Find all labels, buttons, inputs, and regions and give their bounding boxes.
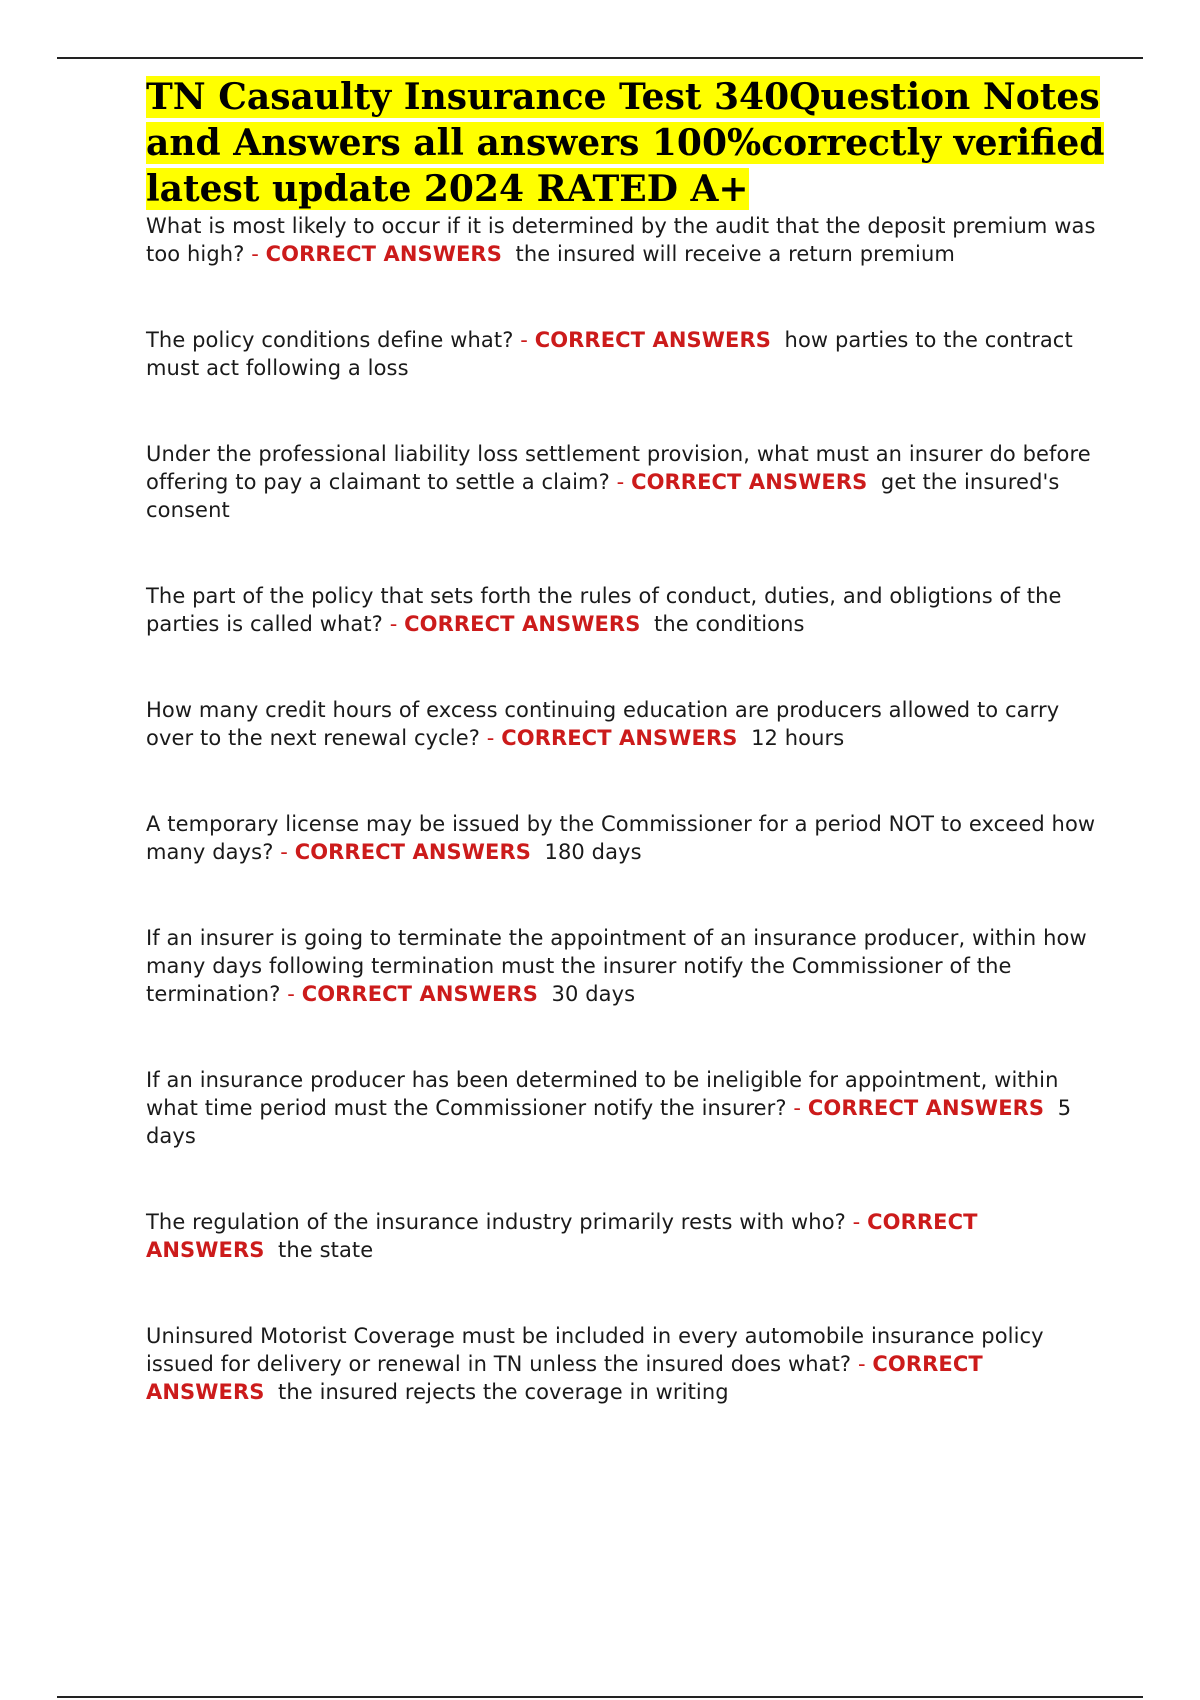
document-title xyxy=(146,74,1106,212)
question-text: Uninsured Motorist Coverage must be included in every automobile insurance policy issued for delivery or renewal in TN unless the insured does what? xyxy=(146,1324,1044,1376)
question-text: The part of the policy that sets forth the rules of conduct, duties, and obligtions of the parties is called what? xyxy=(146,584,1062,636)
qa-item xyxy=(146,810,1106,866)
correct-answers-label: CORRECT ANSWERS xyxy=(294,840,531,864)
answer-text: get the insured's consent xyxy=(146,470,1060,522)
top-rule xyxy=(57,57,1143,59)
correct-answers-label: CORRECT ANSWERS xyxy=(265,242,502,266)
separator: - xyxy=(513,328,535,352)
bottom-rule xyxy=(57,1696,1143,1698)
answer-text: 5 days xyxy=(146,1096,1072,1148)
separator: - xyxy=(280,982,302,1006)
qa-item xyxy=(146,696,1106,752)
question-text: The regulation of the insurance industry primarily rests with who? xyxy=(146,1210,846,1234)
correct-answers-label: CORRECT ANSWERS xyxy=(146,1352,983,1404)
qa-item xyxy=(146,1208,1106,1264)
correct-answers-label: CORRECT ANSWERS xyxy=(301,982,538,1006)
qa-item xyxy=(146,582,1106,638)
document-body xyxy=(146,74,1106,1406)
separator: - xyxy=(845,1210,868,1234)
separator: - xyxy=(273,840,295,864)
qa-list xyxy=(146,212,1106,1406)
question-text: If an insurance producer has been determined to be ineligible for appointment, within what time period must the Commissioner notify the insurer? xyxy=(146,1068,1059,1120)
qa-item xyxy=(146,212,1106,268)
qa-item xyxy=(146,1322,1106,1406)
answer-text: the conditions xyxy=(654,612,805,636)
qa-item xyxy=(146,924,1106,1008)
correct-answers-label: CORRECT ANSWERS xyxy=(807,1096,1045,1120)
answer-text: 180 days xyxy=(544,840,642,864)
answer-text: the insured will receive a return premium xyxy=(515,242,955,266)
separator: - xyxy=(382,612,405,636)
separator: - xyxy=(244,242,266,266)
separator: - xyxy=(851,1352,873,1376)
qa-item xyxy=(146,326,1106,382)
answer-text: the insured rejects the coverage in writing xyxy=(278,1380,729,1404)
answer-text: 12 hours xyxy=(751,726,845,750)
correct-answers-label: CORRECT ANSWERS xyxy=(534,328,771,352)
correct-answers-label: CORRECT ANSWERS xyxy=(404,612,641,636)
answer-text: the state xyxy=(278,1238,374,1262)
document-title-text: TN Casaulty Insurance Test 340Question Notes and Answers all answers 100%correctly verified latest update 2024 RATED A+ xyxy=(146,76,1105,210)
correct-answers-label: CORRECT ANSWERS xyxy=(631,470,868,494)
correct-answers-label: CORRECT ANSWERS xyxy=(501,726,738,750)
separator: - xyxy=(609,470,632,494)
qa-item xyxy=(146,440,1106,524)
answer-text: 30 days xyxy=(551,982,636,1006)
question-text: A temporary license may be issued by the Commissioner for a period NOT to exceed how many days? xyxy=(146,812,1096,864)
separator: - xyxy=(480,726,502,750)
separator: - xyxy=(786,1096,808,1120)
question-text: Under the professional liability loss settlement provision, what must an insurer do before offering to pay a claimant to settle a claim? xyxy=(146,442,1091,494)
question-text: The policy conditions define what? xyxy=(146,328,514,352)
question-text: What is most likely to occur if it is determined by the audit that the deposit premium was too high? xyxy=(146,214,1096,266)
question-text: How many credit hours of excess continuing education are producers allowed to carry over to the next renewal cycle? xyxy=(146,698,1060,750)
answer-text: how parties to the contract must act following a loss xyxy=(146,328,1073,380)
correct-answers-label: CORRECT ANSWERS xyxy=(146,1210,978,1262)
question-text: If an insurer is going to terminate the appointment of an insurance producer, within how many days following termination must the insurer notify the Commissioner of the termination? xyxy=(146,926,1087,1006)
qa-item xyxy=(146,1066,1106,1150)
